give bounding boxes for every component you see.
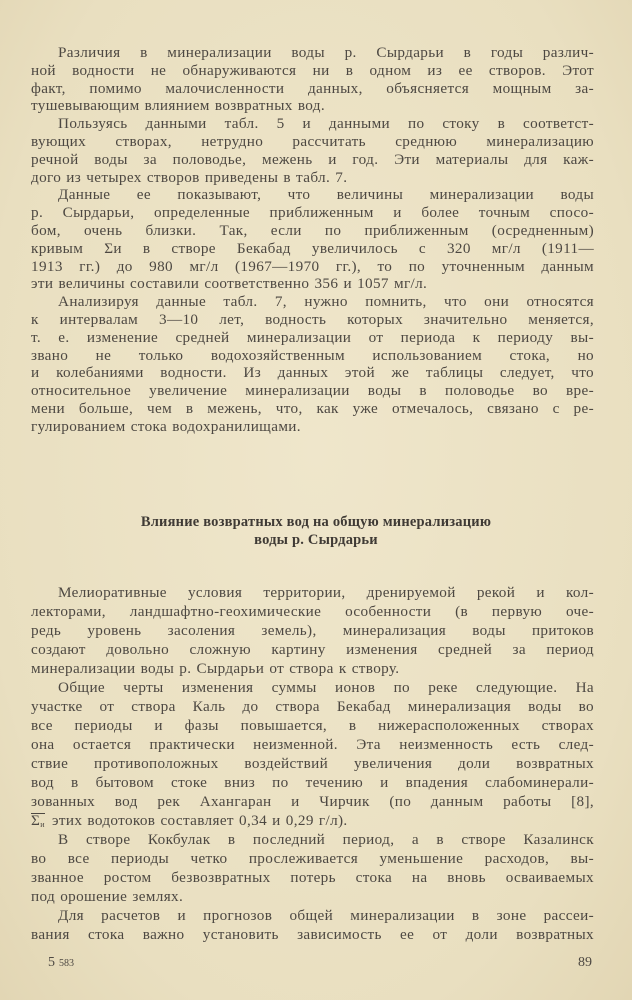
text-line: вующих створах, нетрудно рассчитать среднюю минерализацию bbox=[31, 132, 594, 150]
text-line: ной водности не обнаруживаются ни в одном из ее створов. Этот bbox=[31, 61, 594, 79]
heading-line-1: Влияние возвратных вод на общую минерализацию bbox=[140, 514, 492, 530]
text-line: факт, помимо малочисленности данных, объясняется мощным за- bbox=[31, 79, 594, 97]
text-line: гулированием стока водохранилищами. bbox=[31, 417, 301, 435]
text-line: и колебаниями водности. Из данных этой же таблицы следует, что bbox=[31, 364, 594, 382]
text-line: редь уровень засоления земель), минерализация воды притоков bbox=[31, 622, 594, 639]
print-code: 583 bbox=[59, 958, 74, 969]
text-line: Пользуясь данными табл. 5 и данными по стоку в соответст- bbox=[58, 115, 594, 133]
text-line: Мелиоративные условия территории, дренируемой рекой и кол- bbox=[58, 584, 594, 601]
sigma-overline-symbol bbox=[31, 813, 45, 831]
text-section-2 bbox=[31, 583, 594, 944]
text-section-1 bbox=[31, 44, 594, 436]
text-line: речной воды за половодье, межень и год. Эти материалы для каж- bbox=[31, 150, 594, 168]
text-line: т. е. изменение средней минерализации от периода к периоду вы- bbox=[31, 328, 594, 346]
text-line: кривым Σи в створе Бекабад увеличилось с 320 мг/л (1911— bbox=[31, 239, 594, 257]
printer-signature-mark bbox=[48, 954, 74, 973]
text-line: Для расчетов и прогнозов общей минерализации в зоне рассеи- bbox=[58, 907, 594, 924]
text-line: Общие черты изменения суммы ионов по реке следующие. На bbox=[58, 679, 594, 696]
page-number: 89 bbox=[578, 955, 592, 970]
text-line: ствие противоположных воздействий увеличения доли возвратных bbox=[31, 755, 594, 772]
signature-number: 5 bbox=[48, 955, 55, 970]
text-line: вания стока важно установить зависимость ее от доли возвратных bbox=[31, 926, 594, 943]
sigma-glyph: Σ bbox=[31, 812, 41, 829]
text-line: зованных вод рек Ахангаран и Чирчик (по данным работы [8], bbox=[31, 793, 594, 810]
text-line: все периоды и фазы повышается, в нижерасположенных створах bbox=[31, 717, 594, 734]
text-line: мени больше, чем в межень, что, как уже отмечалось, связано с ре- bbox=[31, 399, 594, 417]
text-line: лекторами, ландшафтно-геохимические особенности (в первую оче- bbox=[31, 603, 594, 620]
text-line: дого из четырех створов приведены в табл. 7. bbox=[31, 168, 348, 186]
text-line: Анализируя данные табл. 7, нужно помнить, что они относятся bbox=[58, 293, 594, 311]
text-line: бом, очень близки. Так, если по приближенным (осредненным) bbox=[31, 221, 594, 239]
sigma-subscript: и bbox=[40, 820, 45, 829]
text-line: участке от створа Каль до створа Бекабад минерализация воды во bbox=[31, 698, 594, 715]
text-line: 1913 гг.) до 980 мг/л (1967—1970 гг.), то по уточненным данным bbox=[31, 257, 594, 275]
text-line: звано не только водохозяйственным использованием стока, но bbox=[31, 346, 594, 364]
text-line: к интервалам 3—10 лет, водность которых значительно меняется, bbox=[31, 310, 594, 328]
text-line: Данные ее показывают, что величины минерализации воды bbox=[58, 186, 594, 204]
text-line: вод в бытовом стоке вниз по течению и впадения слабоминерали- bbox=[31, 774, 594, 791]
heading-line-2: воды р. Сырдарьи bbox=[254, 532, 378, 548]
text-line: создают довольно сложную картину изменения средней за период bbox=[31, 641, 594, 658]
text-line-content: этих водотоков составляет 0,34 и 0,29 г/л). bbox=[52, 812, 348, 829]
text-line: В створе Кокбулак в последний период, а в створе Казалинск bbox=[58, 831, 594, 848]
text-line: тушевывающим влиянием возвратных вод. bbox=[31, 97, 326, 115]
text-line: под орошение землях. bbox=[31, 888, 184, 905]
text-line: р. Сырдарьи, определенные приближенным и более точным спосо- bbox=[31, 204, 594, 222]
text-line bbox=[31, 811, 594, 830]
text-line: званное ростом безвозвратных потерь стока на вновь осваиваемых bbox=[31, 869, 594, 886]
section-heading bbox=[0, 513, 632, 549]
text-line: эти величины составили соответственно 356 и 1057 мг/л. bbox=[31, 275, 428, 293]
text-line: минерализации воды р. Сырдарьи от створа к створу. bbox=[31, 660, 400, 677]
text-line: во все периоды четко прослеживается уменьшение расходов, вы- bbox=[31, 850, 594, 867]
text-line: она остается практически неизменной. Эта неизменность есть след- bbox=[31, 736, 594, 753]
text-line: Различия в минерализации воды р. Сырдарьи в годы различ- bbox=[58, 44, 594, 61]
text-line: относительное увеличение минерализации воды в половодье во вре- bbox=[31, 382, 594, 400]
